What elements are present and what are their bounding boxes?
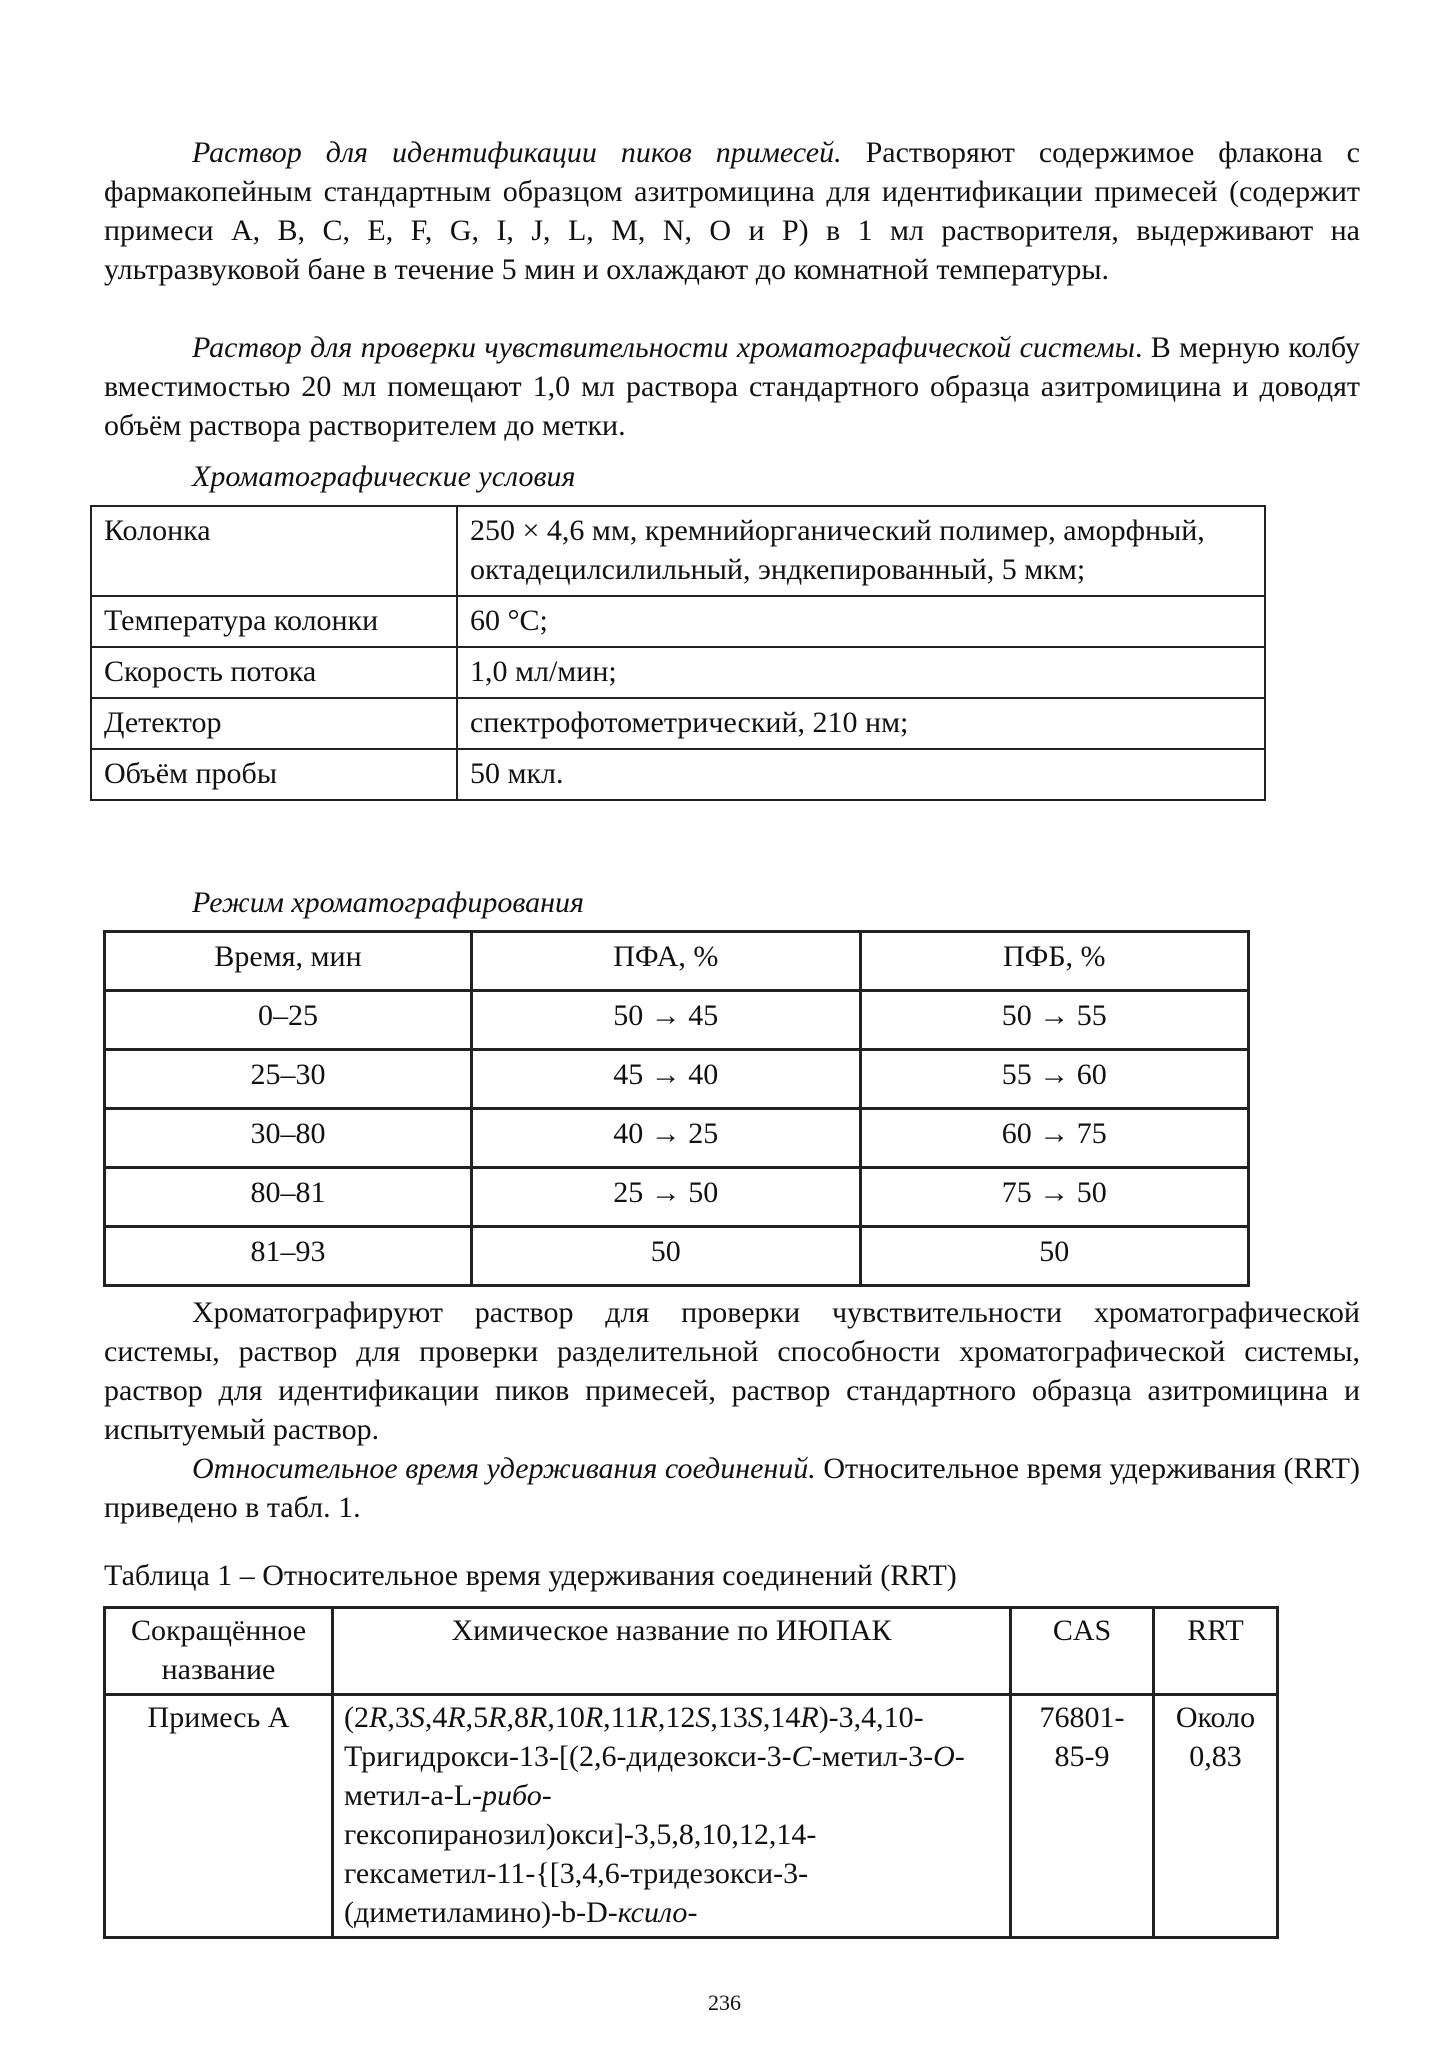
gradient-cell: 50: [472, 1227, 860, 1286]
paragraph-text: Относительное время удерживания (RRT) приведено в табл. 1.: [104, 1452, 1360, 1524]
iupac-fragment: O: [933, 1740, 955, 1773]
gradient-cell: 60 → 75: [860, 1109, 1248, 1168]
conditions-caption: Хроматографические условия: [192, 460, 576, 493]
gradient-header-row: [105, 932, 1249, 991]
table1-caption: Таблица 1 – Относительное время удерживания соединений (RRT): [104, 1559, 957, 1592]
gradient-cell: 80–81: [105, 1168, 472, 1227]
iupac-fragment: -: [687, 1896, 698, 1929]
iupac-fragment: -метил-3-: [811, 1740, 934, 1773]
iupac-fragment: рибо: [482, 1779, 542, 1812]
condition-label: Детектор: [91, 698, 457, 749]
iupac-fragment: R: [800, 1701, 819, 1734]
condition-value: спектрофотометрический, 210 нм;: [457, 698, 1265, 749]
iupac-fragment: -метил-a-L-: [344, 1740, 965, 1812]
paragraph-text: . В мерную колбу вместимостью 20 мл помещают 1,0 мл раствора стандартного образца азитромицина и доводят объём раствора растворителем до метки.: [104, 331, 1360, 442]
gradient-cell: 25–30: [105, 1050, 472, 1109]
iupac-name-cell: [333, 1695, 1011, 1938]
gradient-cell: 0–25: [105, 991, 472, 1050]
iupac-fragment: ,5: [465, 1701, 489, 1734]
gradient-cell: 50 → 55: [860, 991, 1248, 1050]
iupac-fragment: (2: [344, 1701, 369, 1734]
paragraph-relative-retention: [104, 1449, 1360, 1527]
conditions-row: [91, 749, 1265, 800]
cas-cell: 76801-85-9: [1011, 1695, 1154, 1938]
iupac-fragment: ,4: [424, 1701, 448, 1734]
gradient-cell: 75 → 50: [860, 1168, 1248, 1227]
table-header-cell: CAS: [1011, 1608, 1154, 1695]
gradient-cell: 30–80: [105, 1109, 472, 1168]
gradient-cell: 40 → 25: [472, 1109, 860, 1168]
condition-label: Колонка: [91, 506, 457, 596]
iupac-fragment: R: [488, 1701, 507, 1734]
conditions-row: [91, 647, 1265, 698]
iupac-fragment: ,8: [506, 1701, 529, 1734]
iupac-fragment: R: [369, 1701, 388, 1734]
conditions-row: [91, 698, 1265, 749]
gradient-caption: Режим хроматографирования: [192, 886, 584, 919]
condition-value: 60 °C;: [457, 596, 1265, 647]
gradient-row: [105, 1227, 1249, 1286]
gradient-row: [105, 1109, 1249, 1168]
iupac-fragment: ,12: [657, 1701, 696, 1734]
impurity-name-cell: Примесь A: [105, 1695, 333, 1938]
retention-time-table: [103, 1606, 1279, 1939]
iupac-fragment: ,14: [762, 1701, 801, 1734]
iupac-fragment: R: [528, 1701, 548, 1734]
iupac-fragment: S: [409, 1701, 425, 1734]
table-header-cell: RRT: [1154, 1608, 1278, 1695]
gradient-cell: 45 → 40: [472, 1050, 860, 1109]
paragraph-text: Хроматографируют раствор для проверки чувствительности хроматографической системы, раствор для проверки разделительной способности хроматографической системы, раствор для идентификации пиков примесей, раствор стандартного образца азитромицина и испытуемый раствор.: [104, 1296, 1360, 1446]
gradient-cell: 50 → 45: [472, 991, 860, 1050]
condition-label: Скорость потока: [91, 647, 457, 698]
paragraph-sensitivity-check: [104, 328, 1360, 445]
paragraph-italic-lead: Относительное время удерживания соединений.: [192, 1452, 816, 1485]
condition-value: 50 мкл.: [457, 749, 1265, 800]
gradient-cell: 50: [860, 1227, 1248, 1286]
gradient-row: [105, 1168, 1249, 1227]
conditions-table: [90, 505, 1266, 801]
condition-label: Объём пробы: [91, 749, 457, 800]
condition-value: 1,0 мл/мин;: [457, 647, 1265, 698]
conditions-row: [91, 506, 1265, 596]
iupac-fragment: ксило: [617, 1896, 688, 1929]
iupac-fragment: R: [584, 1701, 604, 1734]
iupac-fragment: R: [639, 1701, 658, 1734]
table-row: [105, 1695, 1278, 1938]
paragraph-peak-identification: [104, 133, 1360, 289]
iupac-fragment: S: [747, 1701, 763, 1734]
iupac-fragment: ,13: [710, 1701, 748, 1734]
gradient-cell: 25 → 50: [472, 1168, 860, 1227]
iupac-fragment: S: [695, 1701, 711, 1734]
gradient-header-cell: ПФБ, %: [860, 932, 1248, 991]
page-number: 236: [708, 1990, 741, 2015]
condition-label: Температура колонки: [91, 596, 457, 647]
table-header-cell: Сокращённое название: [105, 1608, 333, 1695]
gradient-row: [105, 1050, 1249, 1109]
iupac-fragment: -гексопиранозил)окси]-3,5,8,10,12,14-гексаметил-11-{[3,4,6-тридезокси-3-(диметиламино)-b-D-: [344, 1779, 817, 1929]
gradient-table: [103, 930, 1250, 1287]
iupac-fragment: )-3,4,10-Тригидрокси-13-[(2,6-дидезокси-3-: [344, 1701, 924, 1773]
gradient-cell: 81–93: [105, 1227, 472, 1286]
gradient-header-cell: Время, мин: [105, 932, 472, 991]
paragraph-text: Растворяют содержимое флакона с фармакопейным стандартным образцом азитромицина для идентификации примесей (содержит примеси A, B, C, E, F, G, I, J, L, M, N, O и P) в 1 мл растворителя, выдерживают на ультразвуковой бане в течение 5 мин и охлаждают до комнатной температуры.: [104, 136, 1360, 286]
paragraph-italic-lead: Раствор для проверки чувствительности хроматографической системы: [192, 331, 1135, 364]
iupac-fragment: ,3: [387, 1701, 410, 1734]
paragraph-chromatography: [104, 1293, 1360, 1449]
gradient-header-cell: ПФА, %: [472, 932, 860, 991]
table-header-row: [105, 1608, 1278, 1695]
gradient-cell: 55 → 60: [860, 1050, 1248, 1109]
table-header-cell: Химическое название по ИЮПАК: [333, 1608, 1011, 1695]
iupac-fragment: ,11: [603, 1701, 640, 1734]
conditions-row: [91, 596, 1265, 647]
gradient-row: [105, 991, 1249, 1050]
iupac-fragment: ,10: [547, 1701, 585, 1734]
condition-value: 250 × 4,6 мм, кремнийорганический полимер, аморфный, октадецилсилильный, эндкепированный, 5 мкм;: [457, 506, 1265, 596]
paragraph-italic-lead: Раствор для идентификации пиков примесей.: [192, 136, 842, 169]
iupac-fragment: R: [447, 1701, 466, 1734]
iupac-fragment: C: [791, 1740, 812, 1773]
rrt-cell: Около 0,83: [1154, 1695, 1278, 1938]
